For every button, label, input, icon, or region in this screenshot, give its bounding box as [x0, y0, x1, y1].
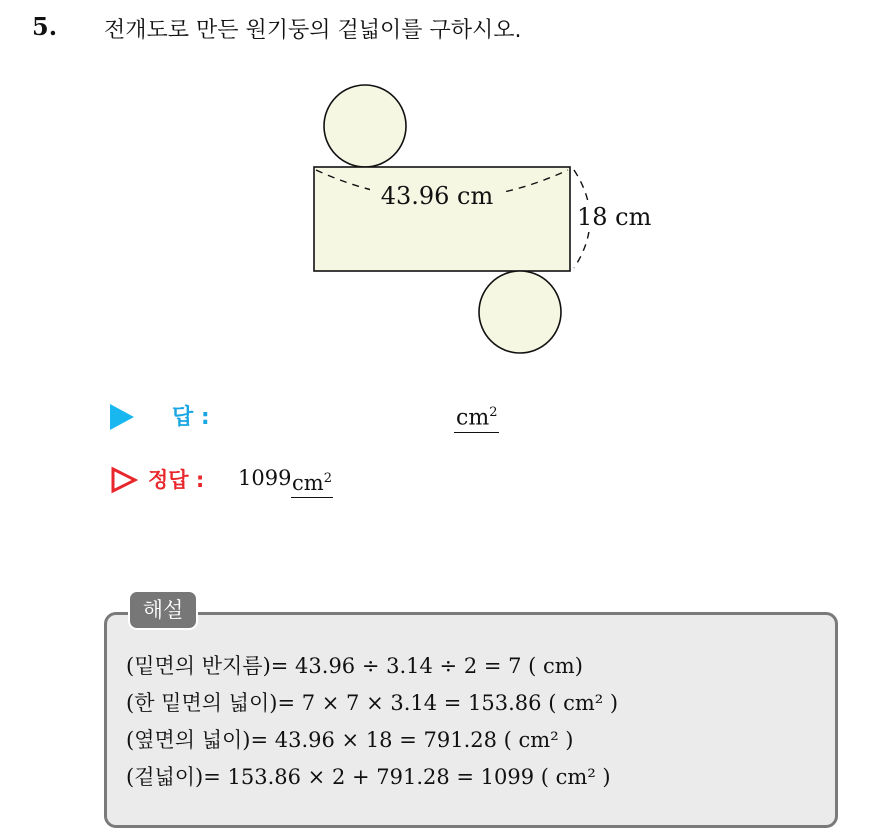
side-height-label: 18 cm	[577, 203, 652, 231]
correct-answer-label: 정답 :	[148, 468, 205, 492]
cylinder-net-figure	[300, 78, 670, 368]
solution-line: (한 밑면의 넓이)= 7 × 7 × 3.14 = 153.86 ( cm² )	[126, 691, 619, 715]
answer-row	[110, 400, 530, 436]
question-number: 5.	[32, 12, 58, 41]
answer-label: 답 :	[172, 405, 210, 430]
answer-unit: $cm^2$	[454, 400, 499, 433]
play-triangle-icon	[110, 404, 134, 430]
bottom-base-circle	[479, 271, 561, 353]
correct-answer-unit: $cm^2$	[291, 466, 333, 498]
solution-line: (밑면의 반지름)= 43.96 ÷ 3.14 ÷ 2 = 7 ( cm)	[126, 654, 583, 678]
solution-line: (겉넓이)= 153.86 × 2 + 791.28 = 1099 ( cm² )	[126, 765, 611, 789]
correct-answer-row	[110, 462, 510, 498]
solution-lines	[126, 648, 618, 796]
outline-triangle-icon	[110, 466, 138, 494]
correct-answer-value: 1099	[238, 466, 292, 490]
question-text: 전개도로 만든 원기둥의 겉넓이를 구하시오.	[104, 18, 522, 43]
solution-tag: 해설	[128, 590, 198, 630]
solution-line: (옆면의 넓이)= 43.96 × 18 = 791.28 ( cm² )	[126, 728, 574, 752]
top-base-circle	[324, 85, 406, 167]
side-width-label: 43.96 cm	[380, 182, 494, 210]
